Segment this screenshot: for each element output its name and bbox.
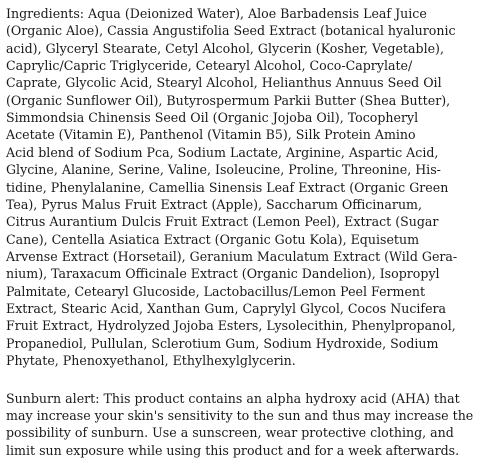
ingredients-line: nium), Taraxacum Officinale Extract (Organic Dandelion), Isopropyl [6,266,440,282]
ingredients-line: Citrus Aurantium Dulcis Fruit Extract (Lemon Peel), Extract (Sugar [6,214,439,230]
ingredients-line: Acid blend of Sodium Pca, Sodium Lactate, Arginine, Aspartic Acid, [6,144,439,160]
ingredients-line: Tea), Pyrus Malus Fruit Extract (Apple), Saccharum Officinarum, [6,196,423,212]
ingredients-line: Extract, Stearic Acid, Xanthan Gum, Caprylyl Glycol, Cocos Nucifera [6,300,447,316]
ingredients-line: Phytate, Phenoxyethanol, Ethylhexylglycerin. [6,353,296,368]
ingredients-line: Glycine, Alanine, Serine, Valine, Isoleucine, Proline, Threonine, His- [6,162,441,178]
ingredients-line: Propanediol, Pullulan, Sclerotium Gum, Sodium Hydroxide, Sodium [6,335,439,351]
ingredients-line: Ingredients: Aqua (Deionized Water), Aloe Barbadensis Leaf Juice [6,6,427,21]
sunburn-alert-line: limit sun exposure while using this product and for a week afterwards. [6,442,460,458]
ingredients-line: (Organic Aloe), Cassia Angustifolia Seed Extract (botanical hyaluronic [6,23,456,39]
sunburn-alert-line: possibility of sunburn. Use a sunscreen, wear protective clothing, and [6,425,454,441]
ingredients-line: acid), Glyceryl Stearate, Cetyl Alcohol, Glycerin (Kosher, Vegetable), [6,40,444,56]
sunburn-alert-line: Sunburn alert: This product contains an alpha hydroxy acid (AHA) that [6,390,460,406]
ingredients-line: tidine, Phenylalanine, Camellia Sinensis Leaf Extract (Organic Green [6,179,449,195]
ingredients-line: Cane), Centella Asiatica Extract (Organic Gotu Kola), Equisetum [6,231,420,247]
ingredients-line: Caprylic/Capric Triglyceride, Cetearyl Alcohol, Coco-Caprylate/ [6,58,413,74]
sunburn-alert-line: may increase your skin's sensitivity to the sun and thus may increase the [6,408,474,424]
ingredients-line: Acetate (Vitamin E), Panthenol (Vitamin B5), Silk Protein Amino [6,127,416,143]
ingredients-line: Fruit Extract, Hydrolyzed Jojoba Esters, Lysolecithin, Phenylpropanol, [6,318,456,334]
ingredients-line: Caprate, Glycolic Acid, Stearyl Alcohol, Helianthus Annuus Seed Oil [6,75,442,91]
ingredients-line: Simmondsia Chinensis Seed Oil (Organic Jojoba Oil), Tocopheryl [6,110,419,126]
ingredients-line: Arvense Extract (Horsetail), Geranium Maculatum Extract (Wild Gera- [6,248,458,264]
ingredients-line: (Organic Sunflower Oil), Butyrospermum Parkii Butter (Shea Butter), [6,92,451,108]
ingredients-line: Palmitate, Cetearyl Glucoside, Lactobacillus/Lemon Peel Ferment [6,283,426,299]
